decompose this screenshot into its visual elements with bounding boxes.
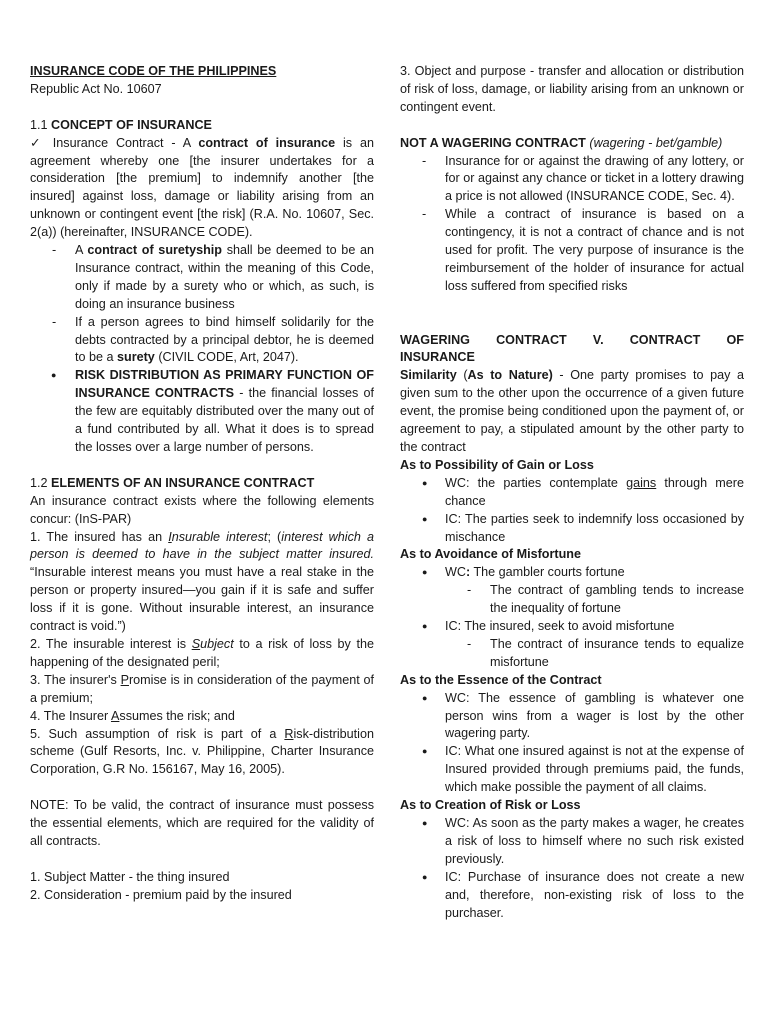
section-1-2-heading: 1.2 ELEMENTS OF AN INSURANCE CONTRACT bbox=[30, 475, 315, 490]
creation-list bbox=[400, 815, 744, 922]
not-wagering-heading: NOT A WAGERING CONTRACT (wagering - bet/gamble) bbox=[400, 135, 723, 150]
essential-element-2: 2. Consideration - premium paid by the insured bbox=[30, 887, 292, 902]
essential-element-1: 1. Subject Matter - the thing insured bbox=[30, 869, 230, 884]
list-item: ● IC: The parties seek to indemnify loss occasioned by mischance bbox=[400, 511, 744, 547]
essential-element-3: 3. Object and purpose - transfer and allocation or distribution of risk of loss, damage, or liability arising from an unknown or contingent event. bbox=[400, 64, 744, 114]
misfortune-sublist bbox=[400, 582, 744, 618]
list-item: ● RISK DISTRIBUTION AS PRIMARY FUNCTION OF INSURANCE CONTRACTS - the financial losses of the few are equitably distributed over the many out of a fund contributed by all. What it does is to spread the losses over a large number of persons. bbox=[30, 367, 374, 457]
misfortune-list bbox=[400, 564, 744, 582]
validity-note: NOTE: To be valid, the contract of insurance must possess the essential elements, which are required for the validity of all contracts. bbox=[30, 798, 374, 848]
document-title: INSURANCE CODE OF THE PHILIPPINES bbox=[30, 64, 277, 78]
gain-loss-list bbox=[400, 475, 744, 547]
element-5: 5. Such assumption of risk is part of a Risk-distribution scheme (Gulf Resorts, Inc. v. Philippine, Charter Insurance Corporation, G.R No. 156167, May 16, 2005). bbox=[30, 726, 374, 777]
misfortune-list-ic bbox=[400, 618, 744, 636]
element-4: 4. The Insurer Assumes the risk; and bbox=[30, 708, 235, 723]
section-1-1-heading: 1.1 CONCEPT OF INSURANCE bbox=[30, 117, 212, 132]
insurance-contract-definition: ✓ Insurance Contract - A contract of insurance is an agreement whereby one [the insurer undertakes for a consideration [the premium] to indemnify another [the insured] against loss, damage or liability arising from an unknown or contingent event [the risk] (R.A. No. 10607, Sec. 2(a)) (hereinafter, INSURANCE CODE). bbox=[30, 135, 374, 240]
list-item: - The contract of gambling tends to increase the inequality of fortune bbox=[400, 582, 744, 618]
right-column bbox=[400, 63, 744, 922]
element-1: 1. The insured has an Insurable interest; (interest which a person is deemed to have in the subject matter insured. “Insurable interest means you must have a real stake in the person or property insured—you gain if it is safe and suffer loss if it is gone. Without insurable interest, an insurance contract is void.”) bbox=[30, 529, 375, 634]
essence-heading: As to the Essence of the Contract bbox=[400, 672, 602, 687]
suretyship-list bbox=[30, 242, 374, 367]
check-icon: ✓ bbox=[30, 135, 45, 150]
misfortune-sublist-ic bbox=[400, 636, 744, 672]
risk-distribution-list bbox=[30, 367, 374, 457]
list-item: ● IC: The insured, seek to avoid misfortune bbox=[400, 618, 744, 636]
document-subtitle: Republic Act No. 10607 bbox=[30, 81, 162, 96]
list-item: - While a contract of insurance is based on a contingency, it is not a contract of chance and is not used for profit. The very purpose of insurance is the reimbursement of the holder of insurance for actual loss suffered from specified risks bbox=[400, 206, 744, 296]
list-item: ● IC: What one insured against is not at the expense of Insured provided through premiums paid, the funds, which make possible the payment of all claims. bbox=[400, 743, 744, 797]
creation-heading: As to Creation of Risk or Loss bbox=[400, 798, 581, 813]
list-item: - If a person agrees to bind himself solidarily for the debts contracted by a principal debtor, he is deemed to be a surety (CIVIL CODE, Art, 2047). bbox=[30, 314, 374, 368]
gain-loss-heading: As to Possibility of Gain or Loss bbox=[400, 457, 594, 472]
misfortune-heading: As to Avoidance of Misfortune bbox=[400, 547, 581, 562]
list-item: - The contract of insurance tends to equalize misfortune bbox=[400, 636, 744, 672]
list-item: ● WC: The essence of gambling is whatever one person wins from a wager is lost by the other wagering party. bbox=[400, 690, 744, 744]
list-item: - Insurance for or against the drawing of any lottery, or for or against any chance or ticket in a lottery drawing a price is not allowed (INSURANCE CODE, Sec. 4). bbox=[400, 153, 744, 207]
not-wagering-list bbox=[400, 153, 744, 296]
left-column bbox=[30, 63, 374, 905]
elements-intro: An insurance contract exists where the following elements concur: (InS-PAR) bbox=[30, 493, 374, 526]
element-2: 2. The insurable interest is Subject to a risk of loss by the happening of the designated peril; bbox=[30, 636, 374, 669]
comparison-heading: WAGERING CONTRACT V. CONTRACT OF bbox=[400, 332, 744, 347]
similarity-paragraph: Similarity (As to Nature) - One party promises to pay a given sum to the other upon the occurrence of a given future event, the promise being conditioned upon the payment of, or agreement to pay, a stipulated amount by the other party to the contract bbox=[400, 368, 744, 454]
list-item: ● WC: The gambler courts fortune bbox=[400, 564, 744, 582]
comparison-heading-cont: INSURANCE bbox=[400, 350, 475, 365]
essence-list bbox=[400, 690, 744, 797]
element-3: 3. The insurer's Promise is in consideration of the payment of a premium; bbox=[30, 672, 374, 705]
list-item: - A contract of suretyship shall be deemed to be an Insurance contract, within the meaning of this Code, only if made by a surety who or which, as such, is doing an insurance business bbox=[30, 242, 374, 314]
list-item: ● WC: As soon as the party makes a wager, he creates a risk of loss to himself where no such risk existed previously. bbox=[400, 815, 744, 869]
list-item: ● WC: the parties contemplate gains through mere chance bbox=[400, 475, 744, 511]
list-item: ● IC: Purchase of insurance does not create a new and, therefore, non-existing risk of loss to the purchaser. bbox=[400, 869, 744, 923]
